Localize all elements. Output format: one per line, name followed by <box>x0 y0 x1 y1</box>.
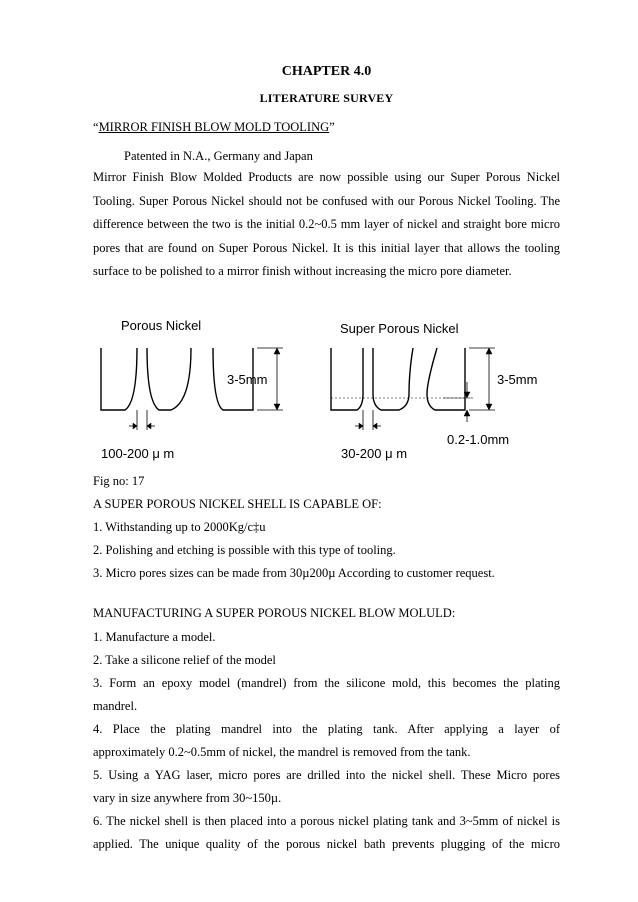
figure-caption: Fig no: 17 <box>93 474 145 488</box>
step-line: 6. The nickel shell is then placed into a porous nickel plating tank and 3~5mm of nickel is <box>93 814 560 828</box>
patent-note: Patented in N.A., Germany and Japan <box>124 149 313 163</box>
left-pore-label: 100-200 μ m <box>101 446 175 461</box>
step-line: applied. The unique quality of the porous nickel bath prevents plugging of the micro <box>93 837 560 851</box>
step-line: approximately 0.2~0.5mm of nickel, the mandrel is removed from the tank. <box>93 745 471 759</box>
capable-item-2: 2. Polishing and etching is possible with this type of tooling. <box>93 543 396 557</box>
step-line: 3. Form an epoxy model (mandrel) from the silicone mold, this becomes the plating <box>93 676 560 690</box>
capable-heading: A SUPER POROUS NICKEL SHELL IS CAPABLE OF: <box>93 497 382 511</box>
step-line: mandrel. <box>93 699 138 713</box>
left-height-label: 3-5mm <box>227 372 268 387</box>
step-line: 5. Using a YAG laser, micro pores are drilled into the nickel shell. These Micro pores <box>93 768 560 782</box>
title-text: MIRROR FINISH BLOW MOLD TOOLING <box>98 120 330 134</box>
super-porous-nickel-label: Super Porous Nickel <box>340 321 459 336</box>
document-title <box>93 120 335 135</box>
manufacturing-heading: MANUFACTURING A SUPER POROUS NICKEL BLOW MOLULD: <box>93 606 456 620</box>
capable-item-1: 1. Withstanding up to 2000Kg/c‡u <box>93 520 266 534</box>
porous-nickel-figure <box>93 312 563 472</box>
step-line: 4. Place the plating mandrel into the plating tank. After applying a layer of <box>93 722 560 736</box>
title-close-quote: ” <box>329 120 335 134</box>
title-open-quote: “ <box>93 120 99 134</box>
step-line: vary in size anywhere from 30~150µ. <box>93 791 282 805</box>
intro-paragraph: Mirror Finish Blow Molded Products are now possible using our Super Porous Nickel Tooling. Super Porous Nickel should not be confused with our Porous Nickel Tooling. The difference between the two is the initial 0.2~0.5 mm layer of nickel and straight bore micro pores that are found on Super Porous Nickel. It is this initial layer that allows the tooling surface to be polished to a mirror finish without increasing the micro pore diameter. <box>93 170 560 279</box>
right-height-label: 3-5mm <box>497 372 538 387</box>
section-heading: LITERATURE SURVEY <box>259 91 394 105</box>
capable-item-3: 3. Micro pores sizes can be made from 30µ200µ According to customer request. <box>93 566 495 580</box>
porous-nickel-label: Porous Nickel <box>121 318 202 333</box>
step-line: 1. Manufacture a model. <box>93 630 216 644</box>
chapter-heading: CHAPTER 4.0 <box>281 64 372 79</box>
layer-thickness-label: 0.2-1.0mm <box>447 432 510 447</box>
right-pore-label: 30-200 μ m <box>341 446 408 461</box>
step-line: 2. Take a silicone relief of the model <box>93 653 276 667</box>
